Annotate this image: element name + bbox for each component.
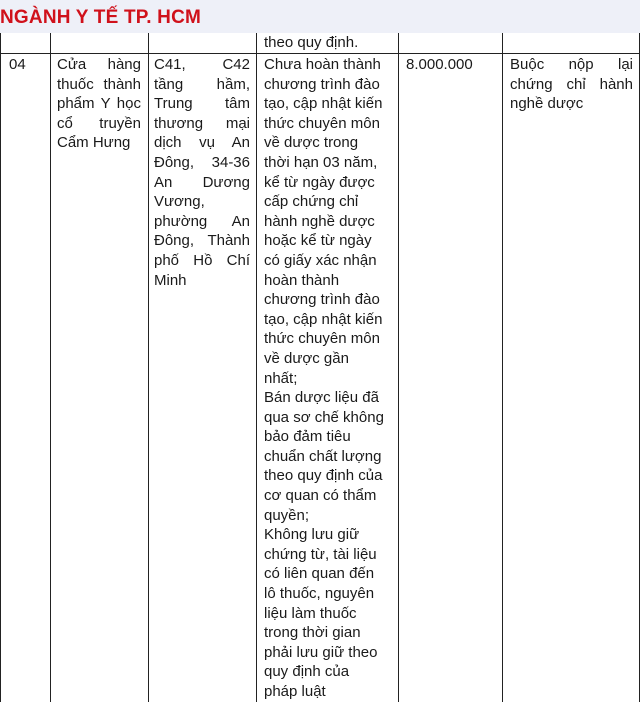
- reason-line: chứng từ, tài liệu: [264, 545, 377, 563]
- reason-line: hoàn thành: [264, 271, 340, 289]
- reason-line: qua sơ chế không: [264, 408, 384, 426]
- reason-line: Bán dược liệu đã: [264, 389, 379, 407]
- business-name: Cửa hàng thuốc thành phẩm Y học cổ truyền Cẩm Hưng: [57, 56, 141, 152]
- reason-line: liệu làm thuốc: [264, 604, 357, 622]
- reason-line: về dược gần: [264, 349, 349, 367]
- reason-line: tạo, cập nhật kiến: [264, 95, 383, 113]
- reason-line: quy định của: [264, 663, 350, 681]
- reason-line: tạo, cập nhật kiến: [264, 310, 383, 328]
- reason-line: cơ quan có thẩm: [264, 487, 377, 505]
- reason-line: Không lưu giữ: [264, 526, 360, 544]
- row-number: 04: [9, 56, 26, 73]
- reason-line: hoặc kể từ ngày: [264, 232, 372, 250]
- reason-line: thời hạn 03 năm,: [264, 153, 378, 171]
- reason-line: nhất;: [264, 369, 298, 387]
- fine-amount: 8.000.000: [406, 56, 473, 73]
- remedial-measure: Buộc nộp lại chứng chỉ hành nghề dược: [510, 56, 633, 113]
- column-border: [256, 33, 257, 702]
- page-title: NGÀNH Y TẾ TP. HCM: [0, 7, 202, 28]
- business-address: C41, C42 tầng hầm, Trung tâm thương mại dịch vụ An Đông, 34-36 An Dương Vương, phường An Đông, Thành phố Hồ Chí Minh: [154, 56, 250, 289]
- reason-line: chuẩn chất lượng: [264, 447, 382, 465]
- reason-line: lô thuốc, nguyên: [264, 585, 375, 603]
- header-bar: [0, 0, 640, 33]
- violation-reason: [264, 55, 396, 702]
- previous-row-reason-tail: theo quy định.: [264, 34, 359, 51]
- reason-line: thức chuyên môn: [264, 330, 380, 348]
- reason-line: chương trình đào: [264, 75, 380, 93]
- reason-line: có giấy xác nhận: [264, 251, 377, 269]
- column-border: [398, 33, 399, 702]
- reason-line: pháp luật: [264, 683, 326, 700]
- column-border: [50, 33, 51, 702]
- reason-line: có liên quan đến: [264, 565, 375, 583]
- reason-line: về dược trong: [264, 134, 359, 152]
- reason-line: theo quy định của: [264, 467, 383, 485]
- column-border: [502, 33, 503, 702]
- reason-line: Chưa hoàn thành: [264, 56, 381, 73]
- reason-line: hành nghề dược: [264, 212, 375, 230]
- row-divider: [0, 53, 640, 54]
- reason-line: trong thời gian: [264, 624, 361, 642]
- column-border: [0, 33, 1, 702]
- reason-line: cấp chứng chỉ: [264, 193, 359, 211]
- reason-line: quyền;: [264, 506, 310, 524]
- column-border: [148, 33, 149, 702]
- reason-line: chương trình đào: [264, 291, 380, 309]
- reason-line: thức chuyên môn: [264, 114, 380, 132]
- reason-line: bảo đảm tiêu: [264, 428, 351, 446]
- reason-line: phải lưu giữ theo: [264, 643, 378, 661]
- reason-line: kể từ ngày được: [264, 173, 375, 191]
- violations-table: [0, 33, 640, 702]
